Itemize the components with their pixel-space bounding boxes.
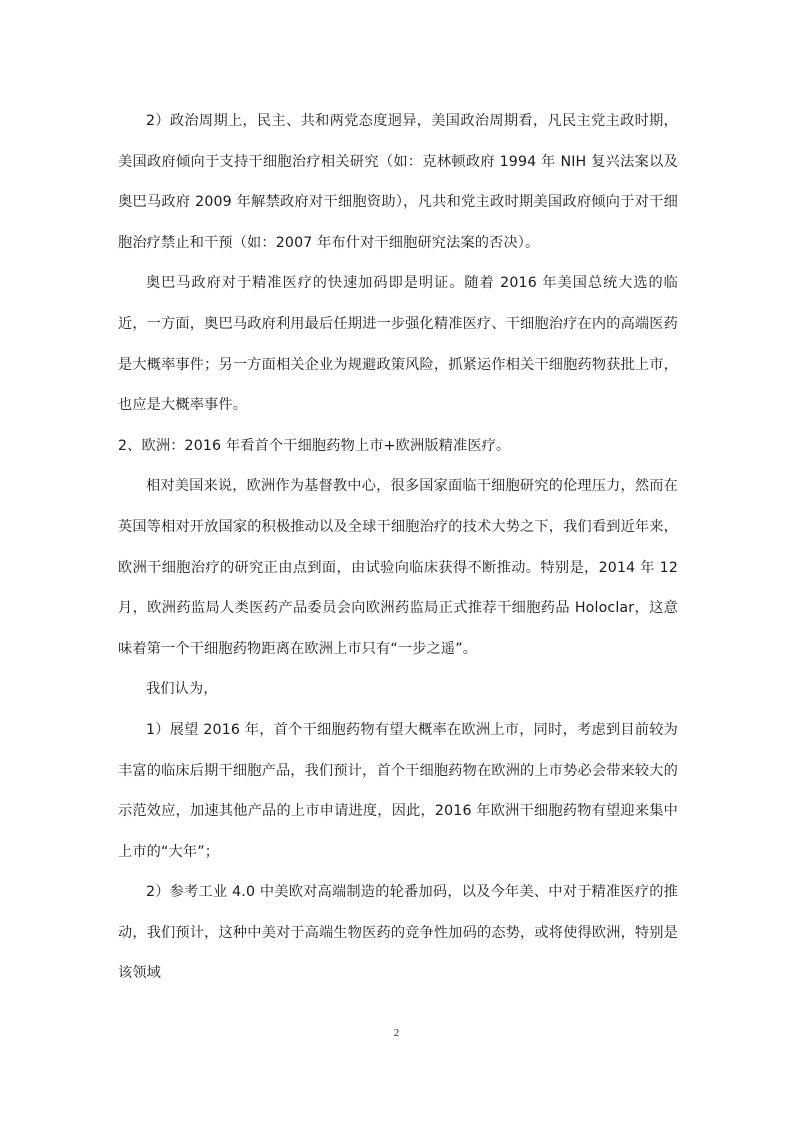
paragraph-we-believe: 我们认为，	[146, 681, 218, 698]
paragraph-industry-4: 2）参考工业 4.0 中美欧对高端制造的轮番加码，以及今年美、中对于精准医疗的推动，我们预计，这种中美对于高端生物医药的竞争性加码的态势，或将使得欧洲，特别是该领域	[118, 884, 678, 982]
paragraph-politics-cycle: 2）政治周期上，民主、共和两党态度迥异，美国政治周期看，凡民主党主政时期，美国政府倾向于支持干细胞治疗相关研究（如：克林顿政府 1994 年 NIH 复兴法案以及奥巴马政府 2009 年解禁政府对干细胞资助），凡共和党主政时期美国政府倾向于对干细胞治疗禁止和干预（如：2007 年布什对干细胞研究法案的否决）。	[118, 113, 678, 251]
document-body	[118, 101, 678, 994]
paragraph-europe-research: 相对美国来说，欧洲作为基督教中心，很多国家面临干细胞研究的伦理压力，然而在英国等相对开放国家的积极推动以及全球干细胞治疗的技术大势之下，我们看到近年来，欧洲干细胞治疗的研究正由点到面，由试验向临床获得不断推动。特别是，2014 年 12 月，欧洲药监局人类医药产品委员会向欧洲药监局正式推荐干细胞药品 Holoclar，这意味着第一个干细胞药物距离在欧洲上市只有“一步之遥”。	[118, 478, 678, 657]
section-heading-europe: 2、欧洲：2016 年看首个干细胞药物上市+欧洲版精准医疗。	[118, 437, 511, 454]
page-number: 2	[393, 1027, 400, 1039]
paragraph-obama-precision-medicine: 奥巴马政府对于精准医疗的快速加码即是明证。随着 2016 年美国总统大选的临近，一方面，奥巴马政府利用最后任期进一步强化精准医疗、干细胞治疗在内的高端医药是大概率事件；另一方面相关企业为规避政策风险，抓紧运作相关干细胞药物获批上市，也应是大概率事件。	[118, 275, 678, 414]
paragraph-outlook-2016: 1）展望 2016 年，首个干细胞药物有望大概率在欧洲上市，同时，考虑到目前较为丰富的临床后期干细胞产品，我们预计，首个干细胞药物在欧洲的上市势必会带来较大的示范效应，加速其他产品的上市申请进度，因此，2016 年欧洲干细胞药物有望迎来集中上市的“大年”；	[118, 721, 678, 860]
